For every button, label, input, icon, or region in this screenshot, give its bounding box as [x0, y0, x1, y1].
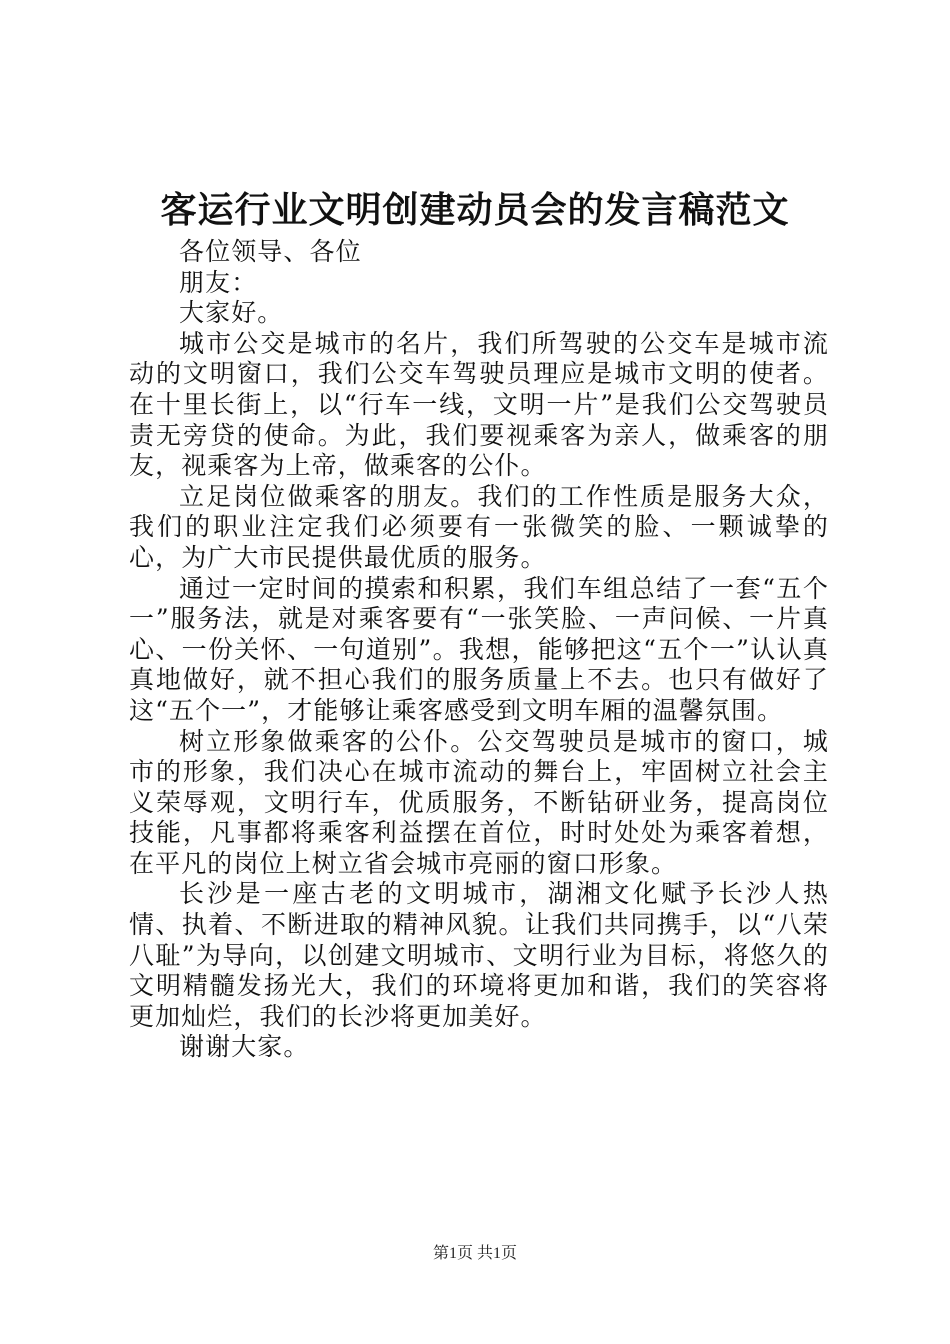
greeting: 大家好。	[179, 298, 284, 328]
salutation-line-2: 朋友：	[179, 267, 258, 297]
salutation-line-1: 各位领导、各位	[179, 237, 362, 266]
page-footer: 第1页 共1页	[432, 1245, 517, 1262]
paragraph: 通过一定时间的摸索和积累，我们车组总结了一套“五个一”服务法，就是对乘客要有“一张笑脸、一声问候、一片真心、一份关怀、一句道别”。我想，能够把这“五个一”认认真真地做好，就不担心我们的服务质量上不去。也只有做好了这“五个一”，才能够让乘客感受到文明车厢的温馨氛围。	[129, 573, 829, 725]
paragraph: 立足岗位做乘客的朋友。我们的工作性质是服务大众，我们的职业注定我们必须要有一张微笑的脸、一颗诚挚的心，为广大市民提供最优质的服务。	[129, 481, 829, 572]
paragraph: 长沙是一座古老的文明城市，湖湘文化赋予长沙人热情、执着、不断进取的精神风貌。让我们共同携手，以“八荣八耻”为导向，以创建文明城市、文明行业为目标，将悠久的文明精髓发扬光大，我们的环境将更加和谐，我们的笑容将更加灿烂，我们的长沙将更加美好。	[129, 879, 829, 1031]
document-title: 客运行业文明创建动员会的发言稿范文	[160, 189, 790, 231]
paragraph: 城市公交是城市的名片，我们所驾驶的公交车是城市流动的文明窗口，我们公交车驾驶员理应是城市文明的使者。在十里长街上，以“行车一线，文明一片”是我们公交驾驶员责无旁贷的使命。为此，我们要视乘客为亲人，做乘客的朋友，视乘客为上帝，做乘客的公仆。	[129, 328, 829, 481]
document-body	[129, 237, 829, 1063]
closing: 谢谢大家。	[179, 1032, 310, 1062]
paragraph: 树立形象做乘客的公仆。公交驾驶员是城市的窗口，城市的形象，我们决心在城市流动的舞台上，牢固树立社会主义荣辱观，文明行车，优质服务，不断钻研业务，提高岗位技能，凡事都将乘客利益摆在首位，时时处处为乘客着想，在平凡的岗位上树立省会城市亮丽的窗口形象。	[129, 726, 829, 878]
